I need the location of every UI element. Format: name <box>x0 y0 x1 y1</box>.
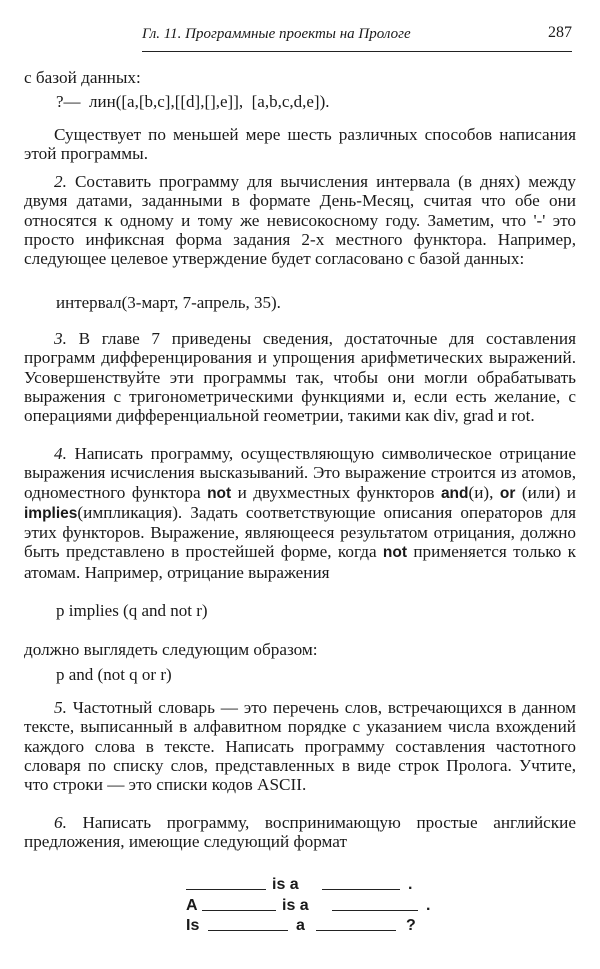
exercise-body: Написать программу, воспринимающую простые английские предложения, имеющие следующий формат <box>24 813 576 852</box>
after-example <box>24 640 576 659</box>
exercise-body: В главе 7 приведены сведения, достаточные для составления программ дифференцирования и упрощения арифметических выражений. Усовершенствуйте эти программы так, чтобы они могли обрабатывать выражения с тригонометрическими функциями и, если есть желание, с операциями дифференциальной геометрии, такими как div, grad и rot. <box>24 329 576 426</box>
exercise-number: 4. <box>54 444 67 463</box>
text-run: Написать программу, осуществляющую символическое отрицание выражения исчисления высказываний. Это выражение строится из атомов, одноместного функтора <box>24 444 576 502</box>
exercise-3 <box>24 329 576 425</box>
implies-example: p implies (q and not r) <box>56 601 208 620</box>
exercise-2-text <box>24 172 576 268</box>
text-run: и двухместных функторов <box>231 482 441 502</box>
exercise-6-text <box>24 813 576 852</box>
text-run: (и), <box>468 482 500 502</box>
blank-line <box>322 889 400 890</box>
exercise-body: Составить программу для вычисления интервала (в днях) между двумя датами, заданными в формате День-Месяц, считая что обе они относятся к одному и тому же невисокосному году. Заметим, что '-' это просто инфиксная форма задания 2-х местного функтора. Например, следующее целевое утверждение будет согласовано с базой данных: <box>24 172 576 269</box>
template-word: a <box>296 917 305 934</box>
paragraph-ways <box>24 125 576 164</box>
blank-line <box>208 930 288 931</box>
template-word: is a <box>272 876 299 893</box>
text-run: (импликация). Задать соответствующие описания операторов для этих функторов. Выражение, являющееся результатом отрицания, должно быть представлено в простейшей форме, когда <box>24 502 576 562</box>
keyword-implies: implies <box>24 504 78 522</box>
blank-line <box>316 930 396 931</box>
intro-line <box>24 68 576 87</box>
template-word: A <box>186 897 198 914</box>
after-text: должно выглядеть следующим образом: <box>24 640 318 659</box>
keyword-not: not <box>207 484 232 502</box>
template-row-3 <box>186 917 446 937</box>
template-word: is a <box>282 897 309 914</box>
page-number: 287 <box>548 24 572 41</box>
exercise-body: Частотный словарь — это перечень слов, встречающихся в данном тексте, выписанный в алфавитном порядке с указанием числа вхождений каждого слова в тексте. Написать программу составления частотного словаря по списку слов, представленных в виде строк Пролога. Учтите, что строки — это списки кодов ASCII. <box>24 698 576 795</box>
exercise-6 <box>24 813 576 852</box>
running-header <box>142 26 572 52</box>
negation-result: p and (not q or r) <box>56 665 172 684</box>
ways-text: Существует по меньшей мере шесть различных способов написания этой программы. <box>24 125 576 164</box>
exercise-5 <box>24 698 576 794</box>
exercise-number: 2. <box>54 172 67 191</box>
keyword-or: or <box>499 484 516 502</box>
template-punct: ? <box>406 917 416 934</box>
query-example: ?— лин([a,[b,c],[[d],[],e]], [a,b,c,d,e]). <box>56 92 330 111</box>
exercise-number: 6. <box>54 813 67 832</box>
template-punct: . <box>426 897 431 914</box>
blank-line <box>332 910 418 911</box>
exercise-2 <box>24 172 576 268</box>
template-punct: . <box>408 876 413 893</box>
intro-text: с базой данных: <box>24 68 141 87</box>
interval-example: интервал(3-март, 7-апрель, 35). <box>56 293 281 312</box>
exercise-3-text <box>24 329 576 425</box>
template-row-1 <box>186 876 446 896</box>
exercise-5-text <box>24 698 576 794</box>
text-run: (или) и <box>515 482 576 502</box>
blank-line <box>186 889 266 890</box>
blank-line <box>202 910 276 911</box>
template-row-2 <box>186 897 446 917</box>
keyword-and: and <box>440 484 469 502</box>
text-run: применяется только к атомам. Например, отрицание выражения <box>24 542 576 582</box>
chapter-title: Гл. 11. Программные проекты на Прологе <box>142 26 411 42</box>
exercise-number: 5. <box>54 698 67 717</box>
keyword-not: not <box>382 544 408 562</box>
exercise-4 <box>24 444 576 582</box>
exercise-4-text <box>24 444 576 582</box>
template-word: Is <box>186 917 200 934</box>
exercise-number: 3. <box>54 329 67 348</box>
